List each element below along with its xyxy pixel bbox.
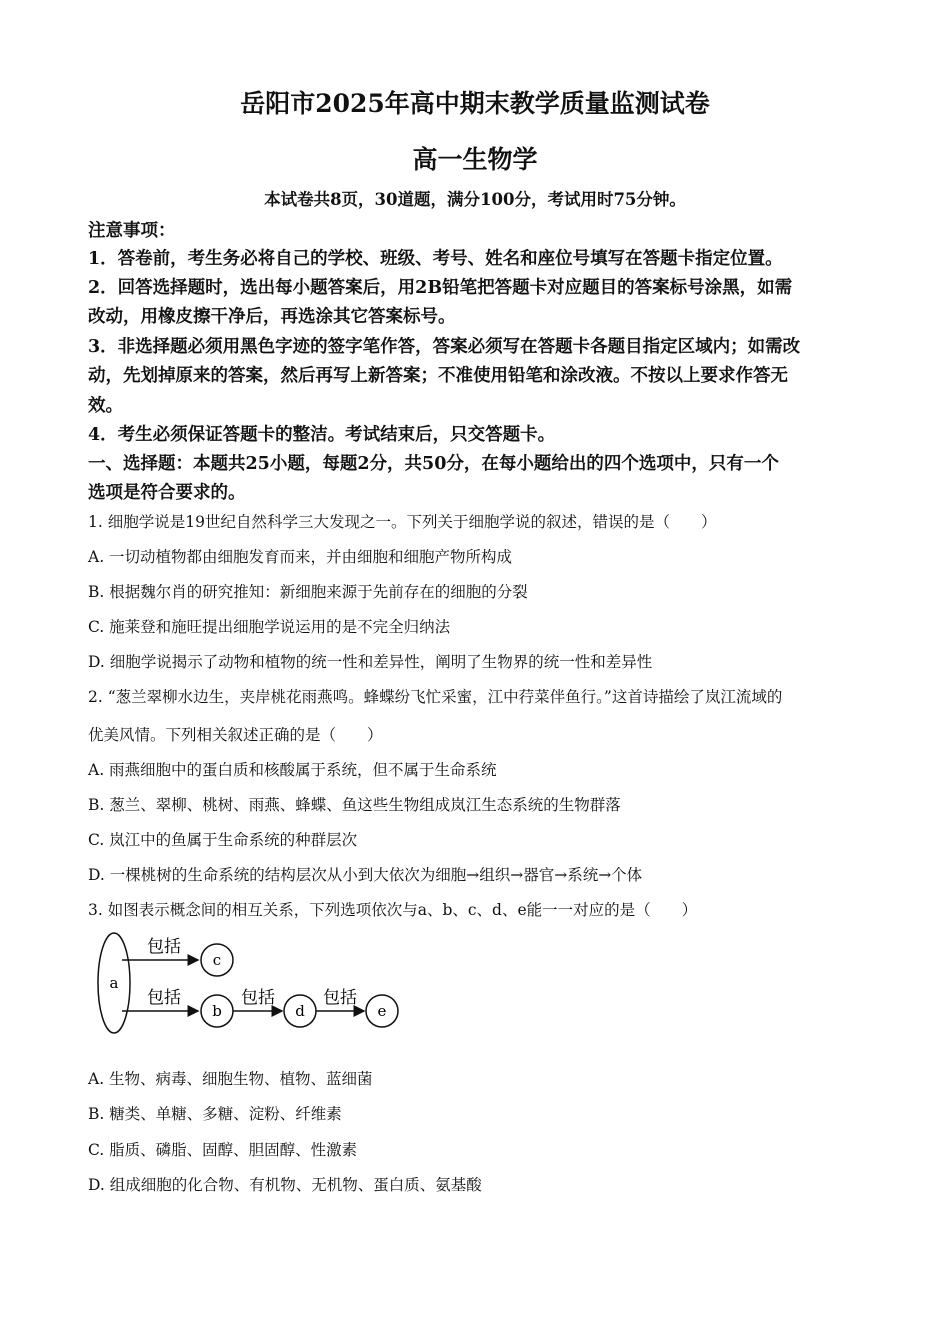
node-b-label: b	[212, 1002, 222, 1020]
node-e-label: e	[377, 1002, 387, 1020]
question-2-stem: 2. “葱兰翠柳水边生，夹岸桃花雨燕鸣。蜂蝶纷飞忙采蜜，江中荇菜伴鱼行。”这首诗描绘了岚江流域的	[88, 688, 783, 706]
question-1-option-d: D. 细胞学说揭示了动物和植物的统一性和差异性，阐明了生物界的统一性和差异性	[88, 653, 653, 671]
edge-label: 包括	[147, 988, 181, 1008]
question-3-option-b: B. 糖类、单糖、多糖、淀粉、纤维素	[88, 1105, 342, 1123]
edge-label: 包括	[241, 988, 275, 1008]
node-a-label: a	[109, 974, 119, 992]
question-3-option-a: A. 生物、病毒、细胞生物、植物、蓝细菌	[88, 1070, 373, 1088]
note-line: 效。	[88, 396, 123, 416]
question-3-option-c: C. 脂质、磷脂、固醇、胆固醇、性激素	[88, 1141, 358, 1159]
note-line: 动，先划掉原来的答案，然后再写上新答案；不准使用铅笔和涂改液。不按以上要求作答无	[88, 366, 788, 386]
concept-diagram	[92, 930, 412, 1040]
edge-label: 包括	[147, 937, 181, 957]
section-heading: 一、选择题：本题共25小题，每题2分，共50分，在每小题给出的四个选项中，只有一个	[88, 454, 779, 474]
edge-label: 包括	[323, 988, 357, 1008]
question-1-option-b: B. 根据魏尔肖的研究推知：新细胞来源于先前存在的细胞的分裂	[88, 583, 528, 601]
subject-title: 高一生物学	[412, 145, 538, 174]
notes-heading: 注意事项：	[88, 221, 176, 241]
note-line: 4．考生必须保证答题卡的整洁。考试结束后，只交答题卡。	[88, 425, 556, 445]
node-d-label: d	[295, 1002, 305, 1020]
exam-title: 岳阳市2025年高中期末教学质量监测试卷	[240, 89, 710, 118]
question-2-option-d: D. 一棵桃树的生命系统的结构层次从小到大依次为细胞→组织→器官→系统→个体	[88, 866, 643, 884]
note-line: 改动，用橡皮擦干净后，再选涂其它答案标号。	[88, 307, 456, 327]
note-line: 1．答卷前，考生务必将自己的学校、班级、考号、姓名和座位号填写在答题卡指定位置。	[88, 249, 783, 269]
note-line: 2．回答选择题时，选出每小题答案后，用2B铅笔把答题卡对应题目的答案标号涂黑，如需	[88, 278, 793, 298]
question-2-option-a: A. 雨燕细胞中的蛋白质和核酸属于系统，但不属于生命系统	[88, 761, 497, 779]
note-line: 3．非选择题必须用黑色字迹的签字笔作答，答案必须写在答题卡各题目指定区域内；如需改	[88, 337, 801, 357]
exam-info: 本试卷共8页，30道题，满分100分，考试用时75分钟。	[264, 190, 686, 209]
question-3-stem: 3. 如图表示概念间的相互关系，下列选项依次与a、b、c、d、e能一一对应的是（ ）	[88, 901, 698, 919]
question-2-option-b: B. 葱兰、翠柳、桃树、雨燕、蜂蝶、鱼这些生物组成岚江生态系统的生物群落	[88, 796, 621, 814]
question-2-option-c: C. 岚江中的鱼属于生命系统的种群层次	[88, 831, 358, 849]
question-1-option-c: C. 施莱登和施旺提出细胞学说运用的是不完全归纳法	[88, 618, 451, 636]
question-2-stem-cont: 优美风情。下列相关叙述正确的是（ ）	[88, 726, 383, 744]
question-1-option-a: A. 一切动植物都由细胞发育而来，并由细胞和细胞产物所构成	[88, 548, 513, 566]
node-c-label: c	[212, 951, 222, 969]
section-heading: 选项是符合要求的。	[88, 483, 246, 503]
question-3-option-d: D. 组成细胞的化合物、有机物、无机物、蛋白质、氨基酸	[88, 1176, 482, 1194]
question-1-stem: 1. 细胞学说是19世纪自然科学三大发现之一。下列关于细胞学说的叙述，错误的是（ ）	[88, 513, 717, 531]
